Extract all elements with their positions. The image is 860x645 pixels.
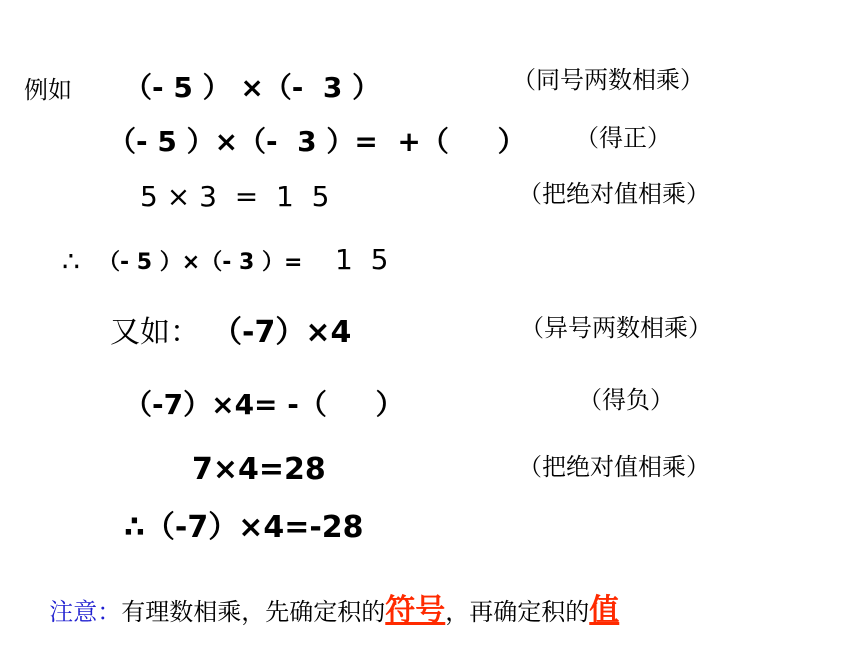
example2-expression-note: （异号两数相乘） [520,314,712,342]
note-highlight-value: 值 [589,593,620,628]
example1-label: 例如 [24,76,72,104]
example1-expression-note: （同号两数相乘） [512,66,704,94]
note-label: 注意： [49,598,122,626]
example1-step1: （- 5 ）×（- 3 ）= +（ ） [108,125,526,158]
example2-step1-note: （得负） [578,386,674,414]
example1-expression: （- 5 ） ×（- 3 ） [124,71,381,104]
note-highlight-sign: 符号 [385,593,446,628]
example2-step2-note: （把绝对值相乘） [518,453,710,481]
note-line [34,572,619,626]
example1-step2: 5 × 3 = 1 5 [140,180,330,213]
example2-expression: （-7）×4 [212,315,352,350]
example1-step1-note: （得正） [575,124,671,152]
example1-conclusion-value: 1 5 [335,243,389,276]
therefore-symbol: ∴ [62,245,80,278]
example2-step2: 7×4=28 [192,452,326,487]
note-text-2: ，再确定积的 [445,598,590,626]
example1-conclusion-expression: （- 5 ）×（- 3 ）= [98,250,303,275]
example1-step2-note: （把绝对值相乘） [518,180,710,208]
example2-conclusion: ∴（-7）×4=-28 [124,510,364,545]
example2-label: 又如： [110,315,200,350]
example2-step1: （-7）×4= -（ ） [124,388,404,421]
note-text-1: 有理数相乘，先确定积的 [121,598,386,626]
